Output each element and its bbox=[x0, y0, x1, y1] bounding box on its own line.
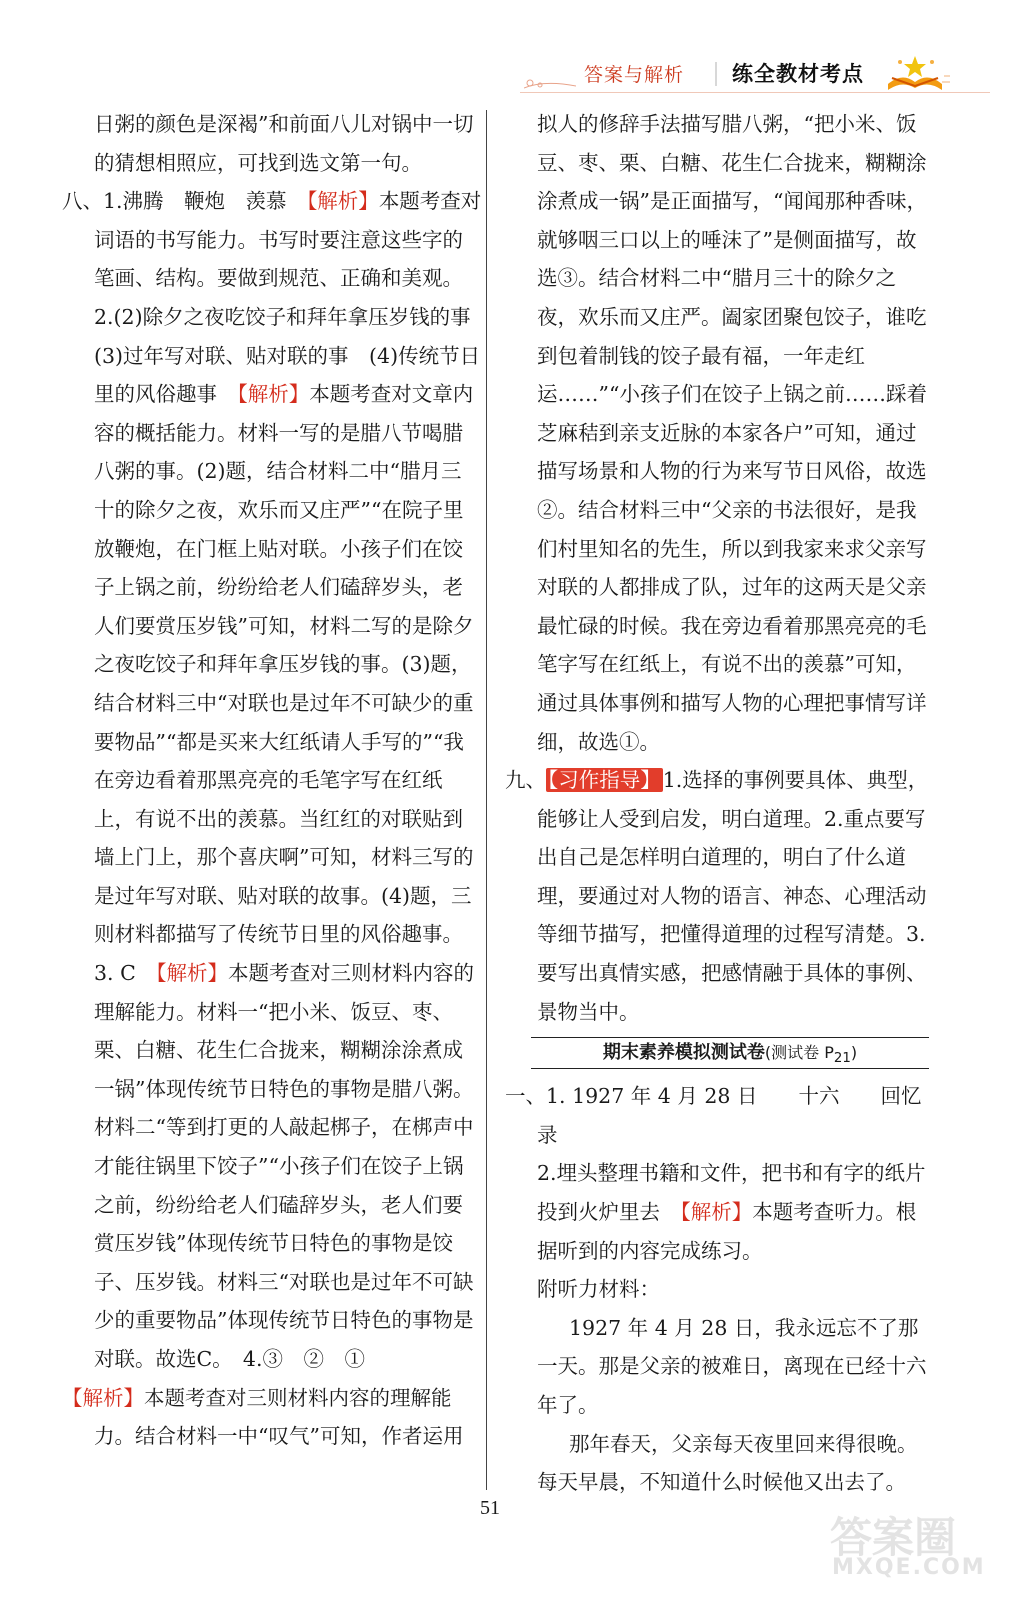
continued-paragraph: 日粥的颜色是深褐”和前面八儿对锅中一切的猜想相照应，可找到选文第一句。 bbox=[94, 112, 474, 175]
watermark-url: MXQE.COM bbox=[832, 1555, 986, 1580]
question-1-item-2 bbox=[505, 1154, 935, 1270]
analysis-tag: 【解析】 bbox=[62, 1385, 144, 1410]
question-8-item-1 bbox=[62, 182, 482, 298]
page-header bbox=[520, 54, 990, 94]
listening-paragraph-2: 那年春天，父亲每天夜里回来得很晚。每天早晨，不知道什么时候他又出去了。 bbox=[537, 1431, 918, 1495]
left-column bbox=[62, 105, 492, 1456]
writing-guide-text: 1.选择的事例要具体、典型，能够让人受到启发，明白道理。2.重点要写出自己是怎样明白道理的，明白了什么道理，要通过对人物的语言、神态、心理活动等细节描写，把懂得道理的过程写清楚。3.要写出真情实感，把感情融于具体的事例、景物当中。 bbox=[537, 768, 929, 1024]
answer-8-4: 4.③ ② ① bbox=[222, 1347, 365, 1371]
listening-material-label: 附听力材料： bbox=[537, 1277, 660, 1302]
right-column bbox=[505, 105, 935, 1502]
book-star-logo-icon bbox=[880, 54, 950, 94]
answer-1-2: 2.埋头整理书籍和文件，把书和有字的纸片投到火炉里去 bbox=[537, 1161, 926, 1225]
question-1-number: 一、 bbox=[505, 1084, 546, 1109]
section-title-text: 期末素养模拟测试卷 bbox=[602, 1042, 765, 1064]
question-8-item-2 bbox=[62, 298, 492, 1379]
answer-1-1: 1. 1927 年 4 月 28 日 十六 回忆录 bbox=[537, 1084, 922, 1147]
section-ref-close: ) bbox=[850, 1043, 858, 1063]
analysis-8-1: 本题考查对词语的书写能力。书写时要注意这些字的笔画、结构。要做到规范、正确和美观。 bbox=[94, 189, 482, 291]
continued-analysis: 拟人的修辞手法描写腊八粥，“把小米、饭豆、枣、栗、白糖、花生仁合拢来，糊糊涂涂煮成一锅”是正面描写，“闻闻那种香味，就够咽三口以上的唾沫了”是侧面描写，故选③。结合材料二中“腊月三十的除夕之夜，欢乐而又庄严。阖家团聚包饺子，谁吃到包着制钱的饺子最有福，一年走红运……”“小孩子们在饺子上锅之前……踩着芝麻秸到亲支近脉的本家各户”可知，通过描写场景和人物的行为来写节日风俗，故选②。结合材料三中“父亲的书法很好，是我们村里知名的先生，所以到我家来求父亲写对联的人都排成了队，过年的这两天是父亲最忙碌的时候。我在旁边看着那黑亮亮的毛笔字写在红纸上，有说不出的羡慕”可知，通过具体事例和描写人物的心理把事情写详细，故选①。 bbox=[537, 112, 927, 754]
header-book-title: 练全教材考点 bbox=[732, 62, 864, 86]
analysis-tag: 【解析】 bbox=[307, 189, 379, 214]
question-1-item-1 bbox=[505, 1077, 935, 1154]
analysis-tag: 【解析】 bbox=[680, 1200, 753, 1225]
question-8-item-4-analysis bbox=[62, 1379, 482, 1456]
header-underline bbox=[520, 92, 990, 93]
section-ref-text: (测试卷 P bbox=[764, 1043, 834, 1063]
answer-8-2: 2.(2)除夕之夜吃饺子和拜年拿压岁钱的事 (3)过年写对联、贴对联的事 (4)传统节日里的风俗趣事 bbox=[94, 304, 492, 407]
analysis-8-4: 本题考查对三则材料内容的理解能力。结合材料一中“叹气”可知，作者运用 bbox=[94, 1385, 464, 1449]
analysis-1-2: 本题考查听力。根据听到的内容完成练习。 bbox=[537, 1200, 917, 1263]
question-9 bbox=[505, 761, 935, 1031]
section-title-ref bbox=[764, 1043, 858, 1067]
analysis-tag: 【解析】 bbox=[237, 382, 310, 407]
question-9-number: 九、 bbox=[505, 768, 546, 793]
watermark-logo bbox=[820, 1505, 1000, 1585]
page-number: 51 bbox=[480, 1497, 500, 1519]
header-separator bbox=[715, 62, 717, 86]
header-section-label: 答案与解析 bbox=[584, 64, 685, 86]
section-ref-page: 21 bbox=[833, 1051, 851, 1067]
decorative-swirl-icon bbox=[524, 76, 576, 90]
watermark-text: 答案圈 bbox=[830, 1513, 957, 1562]
listening-paragraph-1: 1927 年 4 月 28 日，我永远忘不了那一天。那是父亲的被难日，离现在已经十六年了。 bbox=[537, 1315, 927, 1417]
section-title bbox=[531, 1037, 929, 1069]
analysis-tag: 【解析】 bbox=[156, 961, 229, 986]
question-8-number: 八、 bbox=[62, 189, 103, 214]
answer-8-3: 3. C bbox=[94, 922, 474, 986]
analysis-8-2: 本题考查对文章内容的概括能力。材料一写的是腊八节喝腊八粥的事。(2)题，结合材料二中“腊月三十的除夕之夜，欢乐而又庄严”“在院子里放鞭炮，在门框上贴对联。小孩子们在饺子上锅之前，纷纷给老人们磕辞岁头，老人们要赏压岁钱”可知，材料二写的是除夕之夜吃饺子和拜年拿压岁钱的事。(3)题，结合材料三中“对联也是过年不可缺少的重要物品”“都是买来大红纸请人手写的”“我在旁边看着那黑亮亮的毛笔字写在红纸上，有说不出的羡慕。当红红的对联贴到墙上门上，那个喜庆啊”可知，材料三写的是过年写对联、贴对联的故事。(4)题，三则材料都描写了传统节日里的风俗趣事。 bbox=[94, 382, 474, 947]
writing-guide-tag: 【习作指导】 bbox=[548, 768, 661, 793]
analysis-8-3: 本题考查对三则材料内容的理解能力。材料一“把小米、饭豆、枣、栗、白糖、花生仁合拢来，糊糊涂涂煮成一锅”体现传统节日特色的事物是腊八粥。材料二“等到打更的人敲起梆子，在梆声中才能往锅里下饺子”“小孩子们在饺子上锅之前，纷纷给老人们磕辞岁头，老人们要赏压岁钱”体现传统节日特色的事物是饺子、压岁钱。材料三“对联也是过年不可缺少的重要物品”体现传统节日特色的事物是对联。故选C。 bbox=[94, 961, 475, 1371]
answer-8-1: 1.沸腾 鞭炮 羡慕 bbox=[103, 189, 287, 214]
